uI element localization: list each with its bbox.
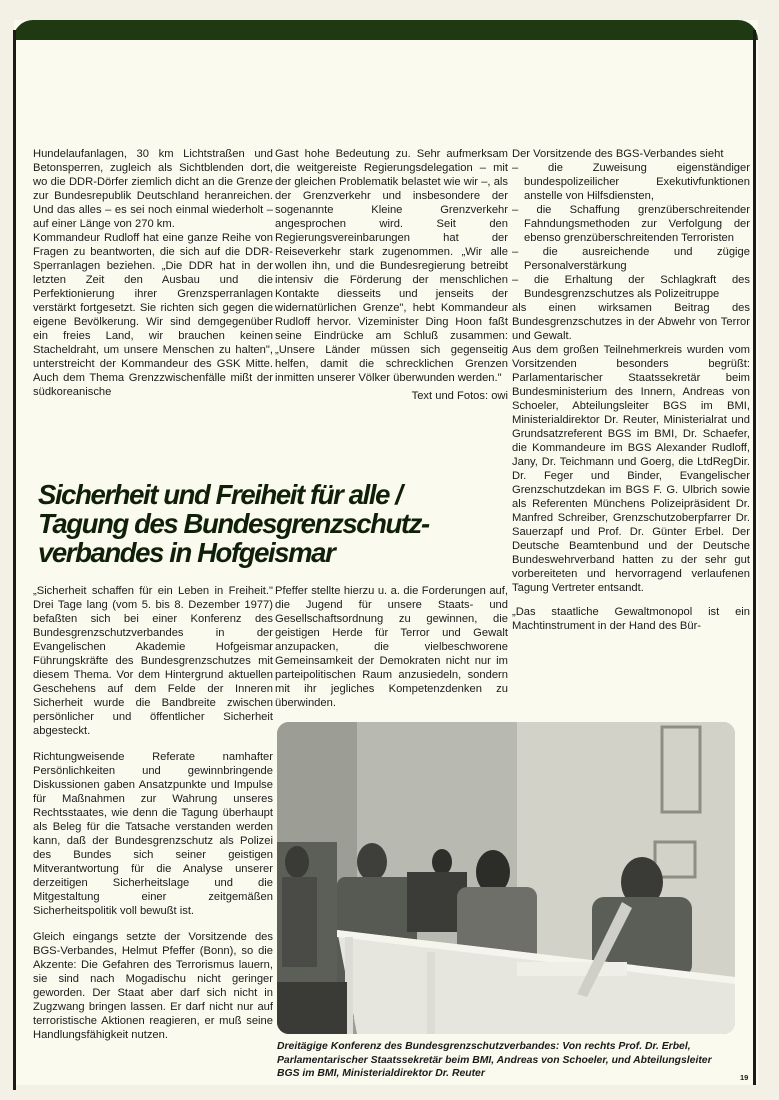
paragraph: Richtungweisende Referate namhafter Persönlichkeiten und gewinnbringende Diskussionen gaben Ansatzpunkte und Impulse für Maßnahmen zur Wahrung unseres Rechtsstaates, wie denn die Tagung überhaupt als Beleg für die Tatsache verstanden werden kann, daß der Bundesgrenzschutz als Polizei des Bundes sich seiner geistigen Mitverantwortung für die Analyse unserer derzeitigen Sicherheitslage und die Mitgestaltung einer zeitgemäßen Sicherheitspolitik voll bewußt ist. (33, 751, 273, 917)
headline-line: verbandes in Hofgeismar (38, 537, 335, 568)
list-item: – die Zuweisung eigenständiger bundespolizeilicher Exekutivfunktionen anstelle von Hilfsdiensten, (512, 161, 750, 203)
headline-line: Tagung des Bundesgrenzschutz- (38, 508, 429, 539)
paragraph: als einen wirksamen Beitrag des Bundesgrenzschutzes in der Abwehr von Terror und Gewalt. (512, 302, 750, 342)
paragraph: Gast hohe Bedeutung zu. Sehr aufmerksam die weitgereiste Regierungsdelegation – mit der gleichen Problematik belastet wie wir –, als der Grenzverkehr und insbesondere der sogenannte Kleine Grenzverkehr angesprochen wird. Seit den Regierungsvereinbarungen hat der Reiseverkehr stark zugenommen. „Wir alle wollen ihn, und die Bundesregierung betreibt intensiv die Förderung der menschlichen Kontakte diesseits und jenseits der widernatürlichen Grenze", hebt Kommandeur Rudloff hervor. Vizeminister Ding Hoon faßt seine Eindrücke am Schluß zusammen: „Unsere Länder müssen sich gegenseitig helfen, damit die schrecklichen Grenzen inmitten unserer Völker überwunden werden." (275, 148, 508, 384)
photo-image (277, 722, 735, 1034)
article-headline (38, 480, 498, 567)
paragraph: Der Vorsitzende des BGS-Verbandes sieht (512, 148, 724, 160)
paragraph: Aus dem großen Teilnehmerkreis wurden vom Vorsitzenden besonders begrüßt: Parlamentarischer Staatssekretär beim Bundesministerium des Innern, Andreas von Schoeler, Abteilungsleiter BGS im BMI, Ministerialdirektor Dr. Reuter, Ministerialrat und Grundsatzreferent BGS im BMI, Dr. Schaefer, die Kommandeure im BGS Alexander Rudloff, Jany, Dr. Teichmann und Goerg, die LtdRegDir. Dr. Feger und Binder, Evangelischer Grenzschutzdekan im BGS F. G. Ulbrich sowie als Referenten Münchens Polizeipräsident Dr. Manfred Schreiber, Grenzschutzoberpfarrer Dr. Sauerzapf und Prof. Dr. Günter Erbel. Der Deutsche Beamtenbund und der Deutsche Bundeswehrverband hatten zu der sehr gut vorbereiteten und hervorragend verlaufenen Tagung Vertreter entsandt. (512, 344, 750, 594)
page-number: 19 (740, 1073, 749, 1082)
article-column-2 (275, 584, 508, 710)
paragraph: Pfeffer stellte hierzu u. a. die Forderungen auf, die Jugend für unsere Staats- und Gesellschaftsordnung zu gewinnen, die geistigen Herde für Terror und Gewalt anzupacken, die vielbeschworene Gemeinsamkeit der Demokraten nicht nur im parteipolitischen Raum anzusiedeln, sondern mit ihr jegliches Kompetenzdenken zu überwinden. (275, 585, 508, 709)
right-border-rule (753, 30, 756, 1085)
photo-caption: Dreitägige Konferenz des Bundesgrenzschutzverbandes: Von rechts Prof. Dr. Erbel, Parlamentarischer Staatssekretär beim BMI, Andreas von Schoeler, und Abteilungsleiter BGS im BMI, Ministerialdirektor Dr. Reuter (277, 1041, 712, 1079)
paragraph: Hundelaufanlagen, 30 km Lichtstraßen und Betonsperren, zugleich als Sichtblenden dort, wo die DDR-Dörfer ziemlich dicht an die Grenze zur Bundesrepublik Deutschland heranreichen. Und das alles – es sei noch einmal wiederholt – auf einer Länge von 270 km. (33, 148, 273, 230)
author-credit: Text und Fotos: owi (411, 390, 508, 402)
header-bar (13, 20, 758, 40)
right-column (512, 147, 750, 633)
paragraph: „Das staatliche Gewaltmonopol ist ein Machtinstrument in der Hand des Bür- (512, 606, 750, 632)
demands-list (512, 161, 750, 301)
headline-line: Sicherheit und Freiheit für alle / (38, 479, 402, 510)
top-article-column-2 (275, 147, 508, 413)
left-border-rule (13, 30, 16, 1090)
list-item: – die ausreichende und zügige Personalverstärkung (512, 245, 750, 273)
article-column-1 (33, 584, 273, 1042)
list-item: – die Schaffung grenzüberschreitender Fahndungsmethoden zur Verfolgung der ebenso grenzüberschreitenden Terroristen (512, 203, 750, 245)
top-article-column-1 (33, 147, 273, 409)
list-item: – die Erhaltung der Schlagkraft des Bundesgrenzschutzes als Polizeitruppe (512, 273, 750, 301)
conference-photo (277, 722, 735, 1034)
paragraph: Kommandeur Rudloff hat eine ganze Reihe von Fragen zu beantworten, die sich auf die DDR-Sperranlagen beziehen. „Die DDR hat in der letzten Zeit den Ausbau und die Perfektionierung ihrer Grenzsperranlagen verstärkt fortgesetzt. Sie richten sich gegen die eigene Bevölkerung. Wir sind demgegenüber ein freies Land, wir brauchen keinen Stacheldraht, um unsere Menschen zu halten", unterstreicht der Kommandeur des GSK Mitte. Auch dem Thema Grenzzwischenfälle mißt der südkoreanische (33, 232, 273, 398)
paragraph: „Sicherheit schaffen für ein Leben in Freiheit." Drei Tage lang (vom 5. bis 8. Dezember 1977) befaßten sich bei einer Konferenz des Bundesgrenzschutzverbandes in der Evangelischen Akademie Hofgeismar Führungskräfte des Bundesgrenzschutzes mit diesem Thema. Vor dem Hintergrund aktuellen Geschehens auf dem Felde der Inneren Sicherheit wurde die Bandbreite zwischen persönlicher und öffentlicher Sicherheit abgesteckt. (33, 585, 273, 737)
header-bar-curve (20, 40, 751, 60)
paragraph: Gleich eingangs setzte der Vorsitzende des BGS-Verbandes, Helmut Pfeffer (Bonn), so die Akzente: Die Gefahren des Terrorismus lauern, sie sind nach Mogadischu nicht geringer geworden. Der Staat aber darf sich nicht in Zugzwang bringen lassen. Er darf nicht nur auf terroristische Aktionen reagieren, er muß seine Handlungsfähigkeit nutzen. (33, 931, 273, 1041)
